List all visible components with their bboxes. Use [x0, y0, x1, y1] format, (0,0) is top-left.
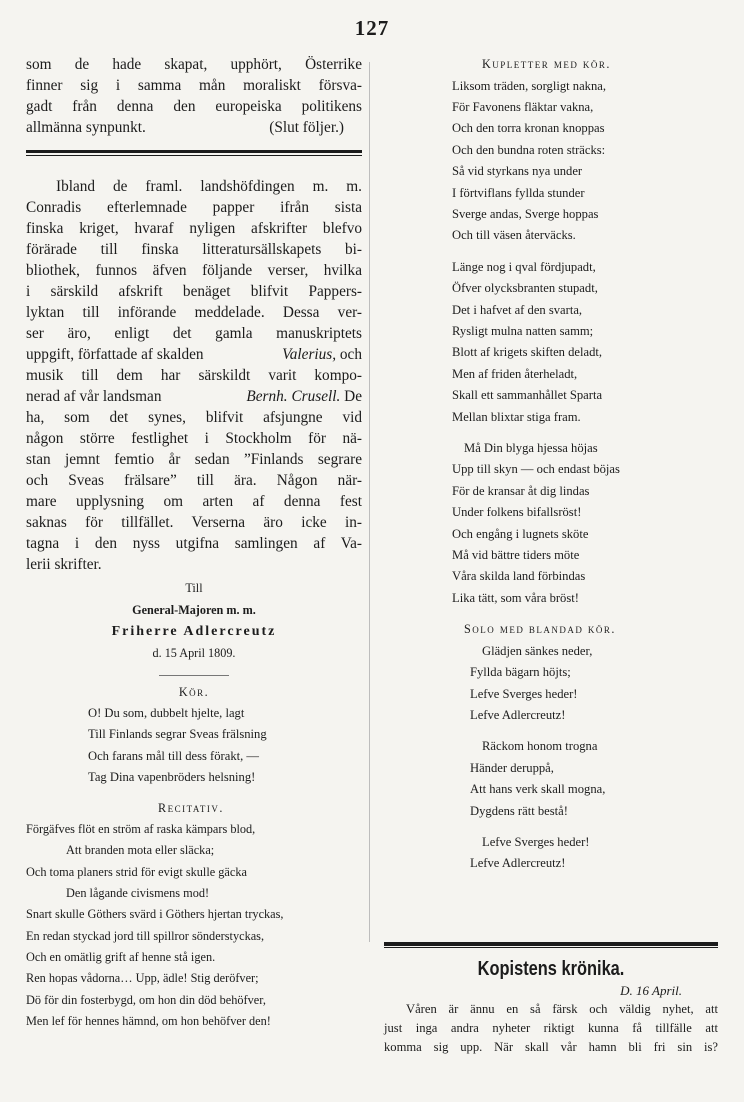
- text-line: som de hade skapat, upphört, Österrike: [26, 56, 362, 73]
- dedication-rank: General-Majoren m. m.: [132, 602, 256, 617]
- verse-line: Sverge andas, Sverge hoppas: [452, 206, 599, 221]
- verse-line: Att hans verk skall mogna,: [470, 782, 606, 797]
- text-line: någon större festlighet i Stockholm för nä-: [26, 430, 362, 447]
- text-line: i särskild afskrift benäget blifvit Pappers-: [26, 283, 362, 300]
- page-number: 127: [354, 16, 390, 40]
- text-line: mare upplysning om arten af denna fest: [26, 493, 362, 510]
- left-column: [26, 54, 362, 1032]
- text-fragment: nerad af vår landsman: [26, 388, 162, 405]
- spacer: [378, 247, 718, 257]
- stanza: [378, 257, 718, 428]
- kor-poem: [26, 682, 362, 789]
- verse-line: Lefve Sverges heder!: [470, 686, 578, 701]
- stanza: [378, 76, 718, 247]
- text-line: Conradis efterlemnade papper ifrån sista: [26, 199, 362, 216]
- stanza: [378, 832, 718, 875]
- text-line: lyktan till införande meddelade. Dessa ver-: [26, 304, 362, 321]
- recitativ-poem: [26, 798, 362, 1032]
- text-line: [26, 344, 362, 365]
- section-rule: [26, 150, 362, 156]
- text-line: finska kriget, hvaraf nyligen afskrifter blefvo: [26, 220, 362, 237]
- spacer: [378, 822, 718, 832]
- verse-line: Det i hafvet af den svarta,: [452, 302, 583, 317]
- spacer: [378, 726, 718, 736]
- verse-line: Rysligt mulna natten samm;: [452, 323, 594, 338]
- verse-line: För de kransar åt dig lindas: [452, 483, 590, 498]
- kronika-section: [384, 942, 718, 1057]
- verse-line: Snart skulle Göthers svärd i Göthers hjertan tryckas,: [26, 907, 284, 922]
- verse-line: Glädjen sänkes neder,: [482, 643, 593, 658]
- verse-line: Men lef för hennes hämnd, om hon behöfver den!: [26, 1013, 271, 1028]
- verse-line: Att branden mota eller släcka;: [66, 843, 215, 858]
- verse-line: Och engång i lugnets sköte: [452, 526, 589, 541]
- stanza: [378, 438, 718, 609]
- verse-line: Öfver olycksbranten stupadt,: [452, 281, 598, 296]
- text-line: ha, som det synes, blifvit afsjungne vid: [26, 409, 362, 426]
- continued-note: (Slut följer.): [269, 119, 344, 136]
- verse-line: Må vid bättre tiders möte: [452, 548, 580, 563]
- verse-line: Och den bundna roten sträcks:: [452, 142, 606, 157]
- verse-line: Skall ett sammanhållet Sparta: [452, 388, 603, 403]
- verse-line: Våra skilda land förbindas: [452, 569, 586, 584]
- verse-line: O! Du som, dubbelt hjelte, lagt: [88, 706, 245, 720]
- verse-line: Dygdens rätt bestå!: [470, 803, 568, 818]
- text-line: just inga andra nyheter riktigt kunna få tillfälle att: [384, 1021, 718, 1035]
- verse-line: Lefve Adlercreutz!: [470, 707, 566, 722]
- verse-line: Lika tätt, som våra bröst!: [452, 590, 579, 605]
- kupletter-heading: Kupletter med kör.: [482, 57, 611, 71]
- section-rule: [384, 942, 718, 948]
- stanza: [378, 641, 718, 727]
- author-name: Valerius,: [282, 346, 337, 363]
- verse-line: Men af friden återheladt,: [452, 366, 578, 381]
- solo-heading: Solo med blandad kör.: [464, 622, 616, 637]
- verse-line: Under folkens bifallsröst!: [452, 505, 582, 520]
- spacer: [378, 428, 718, 438]
- verse-line: I förtviflans fyllda stunder: [452, 185, 585, 200]
- verse-line: Och en omätlig grift af henne stå igen.: [26, 949, 216, 964]
- verse-line: Händer deruppå,: [470, 760, 554, 775]
- kor-heading: Kör.: [178, 684, 210, 699]
- divider: [159, 675, 229, 676]
- text-line: och Sveas frälsare” till ära. Någon när-: [26, 472, 362, 489]
- verse-line: Till Finlands segrar Sveas frälsning: [88, 727, 267, 742]
- verse-line: Lefve Adlercreutz!: [470, 856, 566, 871]
- column-divider: [369, 62, 370, 942]
- kronika-date: D. 16 April.: [620, 983, 682, 998]
- verse-line: Upp till skyn — och endast böjas: [452, 462, 620, 477]
- text-line: ser äro, enligt det gamla manuskriptets: [26, 325, 362, 342]
- text-line: tagna i den nyss utgifna samlingen af Va-: [26, 535, 362, 552]
- verse-line: Blott af krigets skiften deladt,: [452, 345, 603, 360]
- text-line: [26, 386, 362, 407]
- text-line: förärade till finska litteratursällskapets bi-: [26, 241, 362, 258]
- text-line: musik till dem har särskildt varit kompo-: [26, 367, 362, 384]
- text-line: gadt från denna den europeiska politikens: [26, 98, 362, 115]
- text-fragment: allmänna synpunkt.: [26, 119, 146, 136]
- text-fragment: De: [344, 388, 362, 405]
- verse-line: Och toma planers strid för evigt skulle gäcka: [26, 864, 247, 879]
- verse-line: Ren hopas vådorna… Upp, ädle! Stig deröfver;: [26, 971, 259, 986]
- verse-line: Fyllda bägarn höjts;: [470, 665, 571, 680]
- text-line: finner sig i samma mån moraliskt försva-: [26, 77, 362, 94]
- verse-line: Så vid styrkans nya under: [452, 164, 583, 179]
- spacer: [378, 609, 718, 619]
- verse-line: Må Din blyga hjessa höjas: [464, 441, 598, 455]
- text-line: komma sig upp. När skall vår hamn bli fri sin is?: [384, 1040, 718, 1054]
- recitativ-heading: Recitativ.: [158, 800, 224, 815]
- text-line: Våren är ännu en så färsk och väldig nyhet, att: [406, 1002, 718, 1016]
- text-fragment: och: [339, 346, 362, 363]
- verse-line: Och farans mål till dess förakt, —: [88, 748, 260, 763]
- dedication-date: d. 15 April 1809.: [152, 646, 236, 660]
- article-ending: [26, 54, 362, 138]
- verse-line: Lefve Sverges heder!: [482, 835, 590, 849]
- kronika-title: Kopistens krönika.: [477, 958, 625, 980]
- verse-line: För Favonens fläktar vakna,: [452, 99, 594, 114]
- dedication-to: Till: [185, 581, 203, 595]
- stanza: [378, 736, 718, 822]
- verse-line: Förgäfves flöt en ström af raska kämpars blod,: [26, 822, 256, 837]
- intro-paragraph: [26, 176, 362, 575]
- verse-line: Tag Dina vapenbröders helsning!: [88, 770, 256, 785]
- verse-line: Mellan blixtar stiga fram.: [452, 409, 581, 424]
- dedication: [26, 578, 362, 676]
- verse-line: Den lågande civismens mod!: [66, 886, 210, 901]
- text-line: saknas för tillfället. Verserna äro icke in-: [26, 514, 362, 531]
- verse-line: Och till väsen återväcks.: [452, 228, 576, 243]
- text-line: stan jemnt femtio år sedan ”Finlands segrare: [26, 451, 362, 468]
- verse-line: Dö för din fosterbygd, om hon din död behöfver,: [26, 992, 266, 1007]
- verse-line: Och den torra kronan knoppas: [452, 121, 605, 136]
- verse-line: Länge nog i qval fördjupadt,: [452, 259, 596, 274]
- dedication-name: Friherre Adlercreutz: [111, 624, 277, 639]
- verse-line: En redan styckad jord till spillror sönderstyckas,: [26, 928, 265, 943]
- text-line: lerii skrifter.: [26, 556, 102, 573]
- right-column: [378, 54, 718, 875]
- composer-name: Bernh. Crusell.: [246, 388, 341, 405]
- text-fragment: uppgift, författade af skalden: [26, 346, 204, 363]
- text-line: bliothek, funnos äfven följande verser, hvilka: [26, 262, 362, 279]
- text-line: [26, 117, 362, 138]
- verse-line: Liksom träden, sorgligt nakna,: [452, 78, 607, 93]
- verse-line: Räckom honom trogna: [482, 739, 598, 754]
- text-line: Ibland de framl. landshöfdingen m. m.: [56, 178, 362, 195]
